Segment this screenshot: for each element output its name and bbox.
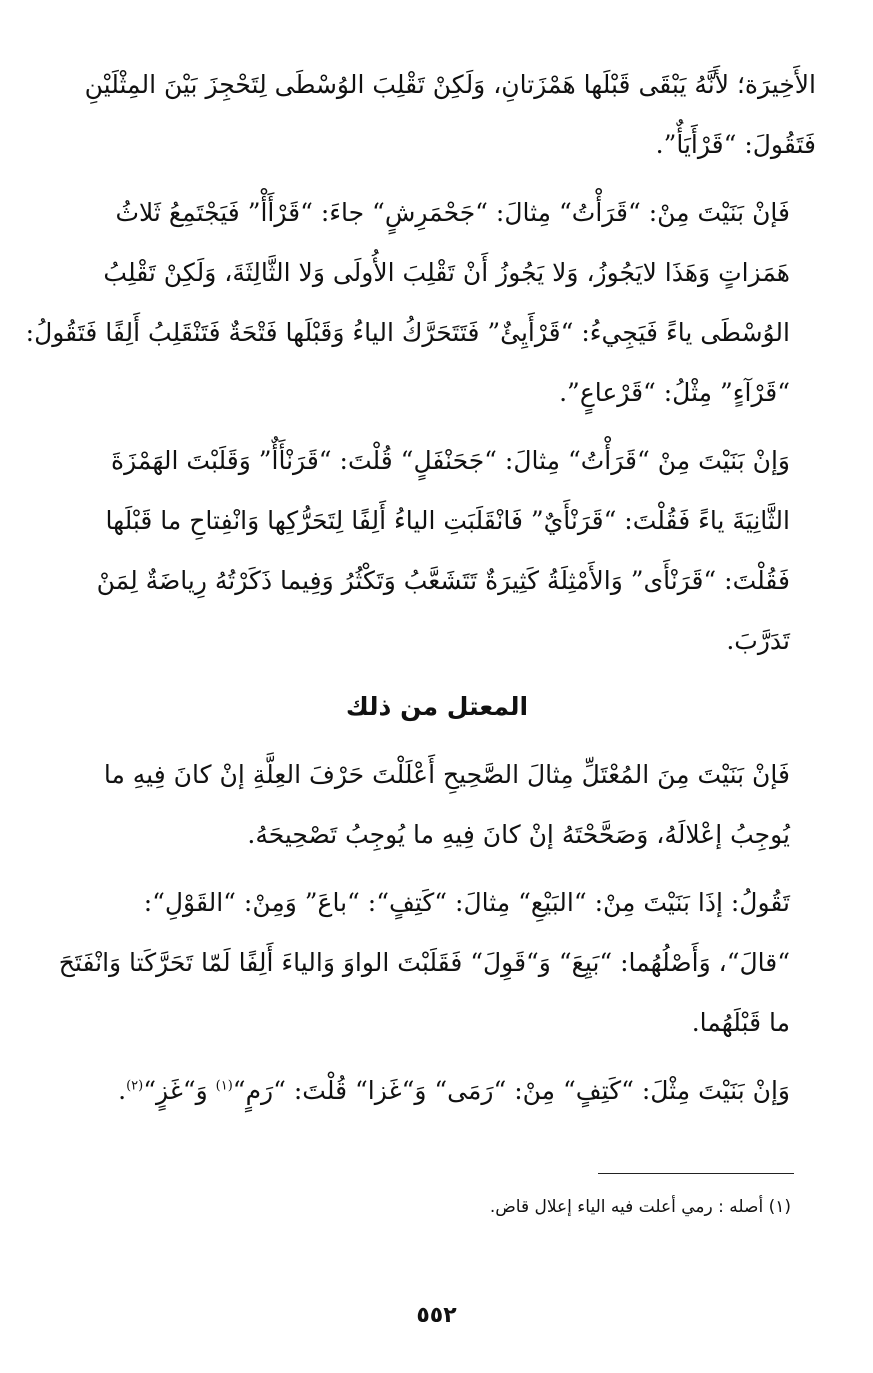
footnote-ref-1[interactable]: (١)	[215, 1078, 233, 1094]
footnote-item: (١) أصله : رمي أعلت فيه الياء إعلال قاض.	[489, 1197, 791, 1217]
page-body	[25, 55, 816, 1129]
text-line: الأَخِيرَة؛ لأَنَّهُ يَبْقَى قَبْلَها هَمْزَتانِ، وَلَكِنْ تَقْلِبَ الوُسْطَى لِتَحْجِزَ بَيْنَ المِثْلَيْنِ	[84, 70, 816, 99]
text-line: فَإنْ بَنَيْتَ مِنْ: “قَرَأْتُ“ مِثالَ: “جَحْمَرِشٍ“ جاءَ: “قَرْأَأْ” فَيَجْتَمِعُ ثَلاثُ	[115, 198, 790, 227]
text-line: يُوجِبُ إعْلالَهُ، وَصَحَّحْتَهُ إنْ كانَ فِيهِ ما يُوجِبُ تَصْحِيحَهُ.	[247, 820, 790, 849]
page-number: ٥٥٢	[416, 1303, 457, 1328]
last-paragraph-text-end: .	[118, 1076, 127, 1105]
footnote-ref-2[interactable]: (٢)	[126, 1078, 144, 1094]
text-line: “قَرْآءٍ” مِثْلُ: “قَرْعاعٍ”.	[559, 378, 790, 407]
section-heading: المعتل من ذلك	[345, 692, 529, 721]
paragraph	[25, 183, 816, 423]
paragraph	[58, 431, 816, 671]
bottom-paragraphs	[58, 745, 816, 1053]
paragraph	[58, 55, 816, 175]
footnote-divider	[598, 1173, 794, 1174]
text-line: فَإنْ بَنَيْتَ مِنَ المُعْتَلِّ مِثالَ الصَّحِيحِ أَعْلَلْتَ حَرْفَ العِلَّةِ إنْ كانَ فِيهِ ما	[103, 760, 790, 789]
paragraph	[58, 745, 816, 865]
text-line: تَدَرَّبَ.	[726, 626, 790, 655]
text-line: وَإنْ بَنَيْتَ مِنْ “قَرَأْتُ“ مِثالَ: “جَحَنْفَلٍ“ قُلْتَ: “قَرَنْأَأٌ” وَقَلَبْتَ الهَمْزَةَ	[111, 446, 790, 475]
footnotes	[91, 1193, 791, 1221]
last-paragraph	[58, 1061, 816, 1121]
text-line: الثَّانِيَةَ ياءً فَقُلْتَ: “قَرَنْأَيٌ” فَانْقَلَبَتِ الياءُ أَلِفًا لِتَحَرُّكِها وَانْفِتاحِ ما قَبْلَها	[105, 506, 790, 535]
text-line: تَقُولُ: إذَا بَنَيْتَ مِنْ: “البَيْعِ“ مِثالَ: “كَتِفٍ“: “باعَ” وَمِنْ: “القَوْلِ“:	[143, 888, 790, 917]
last-paragraph-text: وَإنْ بَنَيْتَ مِثْلَ: “كَتِفٍ“ مِنْ: “رَمَى“ وَ“غَزا“ قُلْتَ: “رَمٍ“	[232, 1076, 790, 1105]
text-line: “قالَ“، وَأَصْلُهُما: “بَيِعَ“ وَ“قَوِلَ“ فَقَلَبْتَ الواوَ وَالياءَ أَلِفًا لَمّا تَحَرَّكَتا وَانْفَتَحَ	[58, 948, 790, 977]
text-line: هَمَزاتٍ وَهَذَا لايَجُوزُ، وَلا يَجُوزُ أَنْ تَقْلِبَ الأُولَى وَلا الثَّالِثَةَ، وَلَكِنْ تَقْلِبُ	[103, 258, 790, 287]
text-line: ما قَبْلَهُما.	[691, 1008, 790, 1037]
paragraph	[58, 873, 816, 1053]
text-line: الوُسْطَى ياءً فَيَجِيءُ: “قَرْأَيِئٌ” فَتَتَحَرَّكُ الياءُ وَقَبْلَها فَتْحَةٌ فَتَنْقَلِبُ أَلِفًا فَتَقُولُ:	[25, 318, 790, 347]
last-paragraph-text-middle: وَ“غَزٍ“	[143, 1076, 216, 1105]
text-line: فَقُلْتَ: “قَرَنْأَى” وَالأَمْثِلَةُ كَثِيرَةٌ تَتَشَعَّبُ وَتَكْثُرُ وَفِيما ذَكَرْتُهُ رِياضَةٌ لِمَنْ	[96, 566, 790, 595]
text-line: فَتَقُولَ: “قَرْأَيَأٌ”.	[655, 130, 816, 159]
top-paragraphs	[25, 55, 816, 671]
